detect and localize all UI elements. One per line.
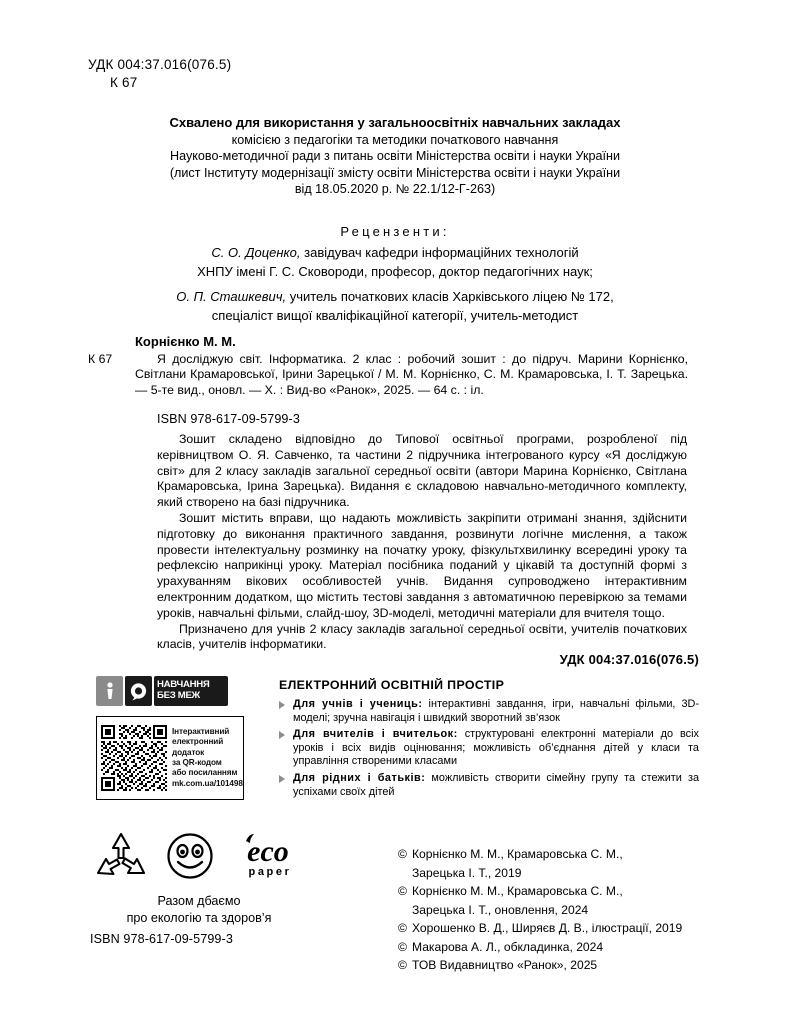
reviewer-2-line-1 (100, 287, 690, 306)
copyright-icon: © (398, 939, 407, 954)
eco-caption (90, 893, 308, 926)
copyright-row-text: Корнієнко М. М., Крамаровська С. М., (412, 847, 623, 861)
reviewer-2-line-2: спеціаліст вищої кваліфікаційної категорії, учитель-методист (211, 308, 579, 323)
approval-line-4: (лист Інституту модернізації змісту освіти Міністерства освіти і науки України (169, 165, 621, 180)
copyright-row (398, 956, 708, 975)
biblio-shelfmark: К 67 (88, 351, 113, 366)
udc-shelfmark: К 67 (110, 75, 138, 90)
udc-repeat: УДК 004:37.016(076.5) (559, 652, 699, 667)
eos-item-teachers-label: Для вчителів і вчительок: (293, 728, 458, 741)
copyright-row-cont: Зарецька І. Т., оновлення, 2024 (412, 902, 589, 917)
logo-word-line-1: НАВЧАННЯ (157, 679, 210, 691)
copyright-icon: © (398, 847, 407, 861)
copyright-row-text: Макарова А. Л., обкладинка, 2024 (412, 939, 604, 954)
eos-item-teachers (279, 728, 699, 769)
copyright-row (398, 845, 708, 864)
eco-caption-line-2: про екологію та здоров’я (126, 910, 272, 925)
copyright-icon: © (398, 884, 407, 898)
recycle-icon (94, 831, 148, 881)
reviewer-1-title: завідувач кафедри інформаційних технологій (300, 245, 579, 260)
biblio-author: Корнієнко М. М. (135, 334, 236, 349)
eco-caption-line-1: Разом дбаємо (157, 894, 241, 908)
qr-text-line-4: за QR-кодом (172, 758, 222, 767)
svg-text:eco: eco (247, 835, 289, 868)
udc-block (88, 56, 231, 92)
eos-title: ЕЛЕКТРОННИЙ ОСВІТНІЙ ПРОСТІР (279, 678, 505, 692)
biblio-body (88, 352, 688, 399)
copyright-row (398, 938, 708, 957)
approval-line-3: Науково-методичної ради з питань освіти Міністерства освіти і науки України (170, 149, 620, 163)
annotation-paragraph-3: Призначено для учнів 2 класу закладів загальної середньої освіти, учителів початкових класів, учителів інформатики. (157, 621, 687, 652)
copyright-icon: © (398, 921, 407, 935)
reviewer-2-name: О. П. Сташкевич, (176, 289, 287, 304)
isbn-bottom: ISBN 978-617-09-5799-3 (90, 932, 233, 946)
qr-app-box[interactable] (96, 716, 244, 800)
speech-bubble-icon (125, 676, 152, 706)
qr-text-line-1: Інтерактивний (172, 726, 230, 736)
bibliographic-description (88, 334, 688, 428)
copyright-row-text: Хорошенко В. Д., Ширяєв Д. В., ілюстрації, 2019 (412, 921, 683, 935)
arrow-bullet-icon (279, 731, 285, 739)
biblio-isbn: ISBN 978-617-09-5799-3 (157, 412, 300, 427)
electronic-educational-space (279, 678, 699, 802)
reviewers-heading: Рецензенти: (340, 224, 450, 239)
copyright-row-text: Корнієнко М. М., Крамаровська С. М., (412, 884, 623, 898)
qr-link-url[interactable]: mk.com.ua/101498 (172, 778, 243, 788)
approval-block (100, 115, 690, 198)
eos-item-teachers-text: структуровані електронні матеріали до всіх уроків і всіх видів оцінювання; можливість об’єднання дітей у класи та управління створеними класами (293, 728, 699, 768)
copyright-icon: © (398, 958, 407, 972)
reviewer-2-title: учитель початкових класів Харківського ліцею № 172, (286, 289, 614, 304)
person-info-icon (96, 676, 123, 706)
qr-box-text (172, 727, 243, 789)
eco-icons-row (90, 828, 308, 884)
smiley-face-icon (163, 831, 217, 881)
qr-text-line-2: електронний (172, 737, 224, 747)
reviewer-1-name: С. О. Доценко, (211, 245, 301, 260)
eco-paper-logo (232, 831, 304, 881)
copyright-row-text: ТОВ Видавництво «Ранок», 2025 (412, 958, 598, 972)
reviewer-1-line-1 (100, 243, 690, 262)
biblio-text: Я досліджую світ. Інформатика. 2 клас : робочий зошит : до підруч. Марини Корнієнко, Світлани Крамаровської, Ірини Зарецької / М. М. Корнієнко, С. М. Крамаровська, І. Т. Зарецька. — 5-те вид., оновл. — Х. : Вид-во «Ранок», 2025. — 64 с. : іл. (135, 351, 688, 397)
reviewers-block (100, 222, 690, 325)
approval-line-1: Схвалено для використання у загальноосвітніх навчальних закладах (169, 115, 621, 130)
svg-text:paper: paper (248, 866, 292, 878)
annotation-block (157, 432, 687, 653)
approval-line-2: комісією з педагогіки та методики початкового навчання (231, 132, 559, 147)
copyright-row (398, 919, 708, 938)
udc-code: УДК 004:37.016(076.5) (88, 57, 232, 72)
eos-item-students-text: інтерактивні завдання, ігри, навчальні фільми, 3D-моделі; зручна навігація і швидкий зворотний зв’язок (293, 698, 699, 724)
eos-item-students-label: Для учнів і учениць: (293, 698, 423, 710)
eos-item-parents-text: можливість створити сімейну групу та стежити за успіхами своїх дітей (293, 771, 699, 798)
eos-item-parents (279, 772, 699, 799)
learning-without-borders-logo (96, 676, 228, 706)
annotation-paragraph-2: Зошит містить вправи, що надають можливість закріпити отримані знання, здійснити підготовку до виконання практичного завдання, розвинути логічне мислення, а також провести інтелектуальну розминку на початку уроку, фізкультхвилинку всередині уроку та рефлексію наприкінці уроку. Матеріал посібника поданий у цікавій та доступній формі з урахуванням вікових особливостей учнів. Видання супроводжено інтерактивним електронним додатком, що містить тестові завдання з автоматичною перевіркою за темами уроків, навчальні фільми, слайд-шоу, 3D-моделі, методичні матеріали для вчителя тощо. (157, 510, 687, 620)
reviewer-1-line-2: ХНПУ імені Г. С. Сковороди, професор, доктор педагогічних наук; (197, 264, 593, 279)
copyright-row-cont: Зарецька І. Т., 2019 (412, 865, 522, 880)
logo-word-line-2: БЕЗ МЕЖ (157, 690, 200, 701)
eos-item-parents-label: Для рідних і батьків: (293, 771, 426, 784)
arrow-bullet-icon (279, 701, 285, 709)
qr-code-icon (101, 725, 167, 791)
logo-wordmark (154, 676, 228, 706)
approval-line-5: від 18.05.2020 р. № 22.1/12-Г-263) (294, 182, 496, 196)
eos-item-students (279, 698, 699, 725)
qr-text-line-5: або посиланням (172, 768, 238, 778)
arrow-bullet-icon (279, 775, 285, 783)
annotation-paragraph-1: Зошит складено відповідно до Типової освітньої програми, розробленої під керівництвом О. Я. Савченко, та частини 2 підручника інтегрованого курсу «Я досліджую світ» для 2 класу закладів загальної середньої освіти (автори Марина Корнієнко, Світлана Крамаровська, Ірина Зарецька). Видання є складовою навчально-методичного комплекту, який створено на базі підручника. (157, 432, 687, 510)
copyright-block (398, 845, 708, 975)
copyright-row (398, 882, 708, 901)
qr-text-line-3: додаток (172, 747, 205, 757)
eco-block (90, 828, 308, 926)
